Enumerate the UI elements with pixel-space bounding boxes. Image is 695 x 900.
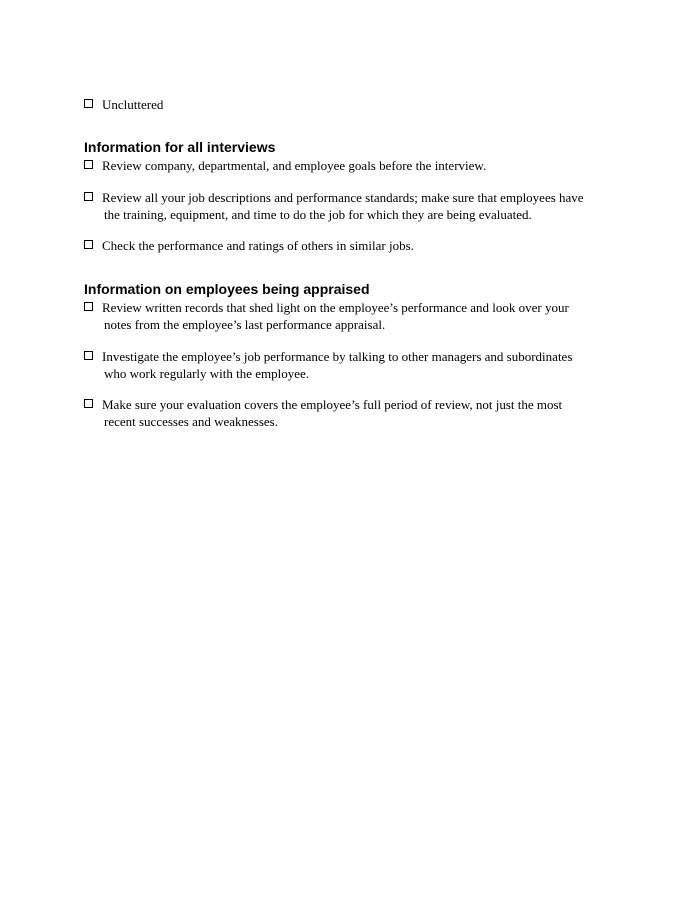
checkbox-icon	[84, 399, 93, 408]
checklist-item-check-ratings	[84, 237, 624, 254]
checkbox-icon	[84, 192, 93, 201]
checklist-item-text-continued: who work regularly with the employee.	[104, 366, 310, 381]
section-heading-all-interviews: Information for all interviews	[84, 139, 276, 155]
checklist-item-investigate-performance	[84, 348, 624, 382]
section-heading-employees-appraised: Information on employees being appraised	[84, 281, 370, 297]
checklist-item-text: Check the performance and ratings of others in similar jobs.	[102, 238, 414, 253]
checklist-item-review-goals	[84, 157, 624, 174]
checkbox-icon	[84, 351, 93, 360]
checklist-item-review-job-descriptions	[84, 189, 624, 223]
checklist-item-text: Review written records that shed light on the employee’s performance and look over your	[102, 300, 569, 315]
checklist-item-full-review-period	[84, 396, 624, 430]
checklist-item-text: Investigate the employee’s job performance by talking to other managers and subordinates	[102, 349, 573, 364]
checkbox-icon	[84, 160, 93, 169]
checklist-item-text: Review company, departmental, and employee goals before the interview.	[102, 158, 487, 173]
checklist-item-text: Make sure your evaluation covers the employee’s full period of review, not just the most	[102, 397, 563, 412]
checklist-item-text-continued: the training, equipment, and time to do the job for which they are being evaluated.	[104, 207, 532, 222]
checklist-item-review-records	[84, 299, 624, 333]
checklist-item-text-continued: notes from the employee’s last performance appraisal.	[104, 317, 386, 332]
checklist-item-text: Review all your job descriptions and performance standards; make sure that employees have	[102, 190, 584, 205]
checklist-item-text: Uncluttered	[102, 97, 164, 112]
checkbox-icon	[84, 302, 93, 311]
checkbox-icon	[84, 240, 93, 249]
checkbox-icon	[84, 99, 93, 108]
checklist-item-text-continued: recent successes and weaknesses.	[104, 414, 278, 429]
checklist-item-uncluttered	[84, 96, 624, 113]
document-content	[84, 96, 624, 430]
